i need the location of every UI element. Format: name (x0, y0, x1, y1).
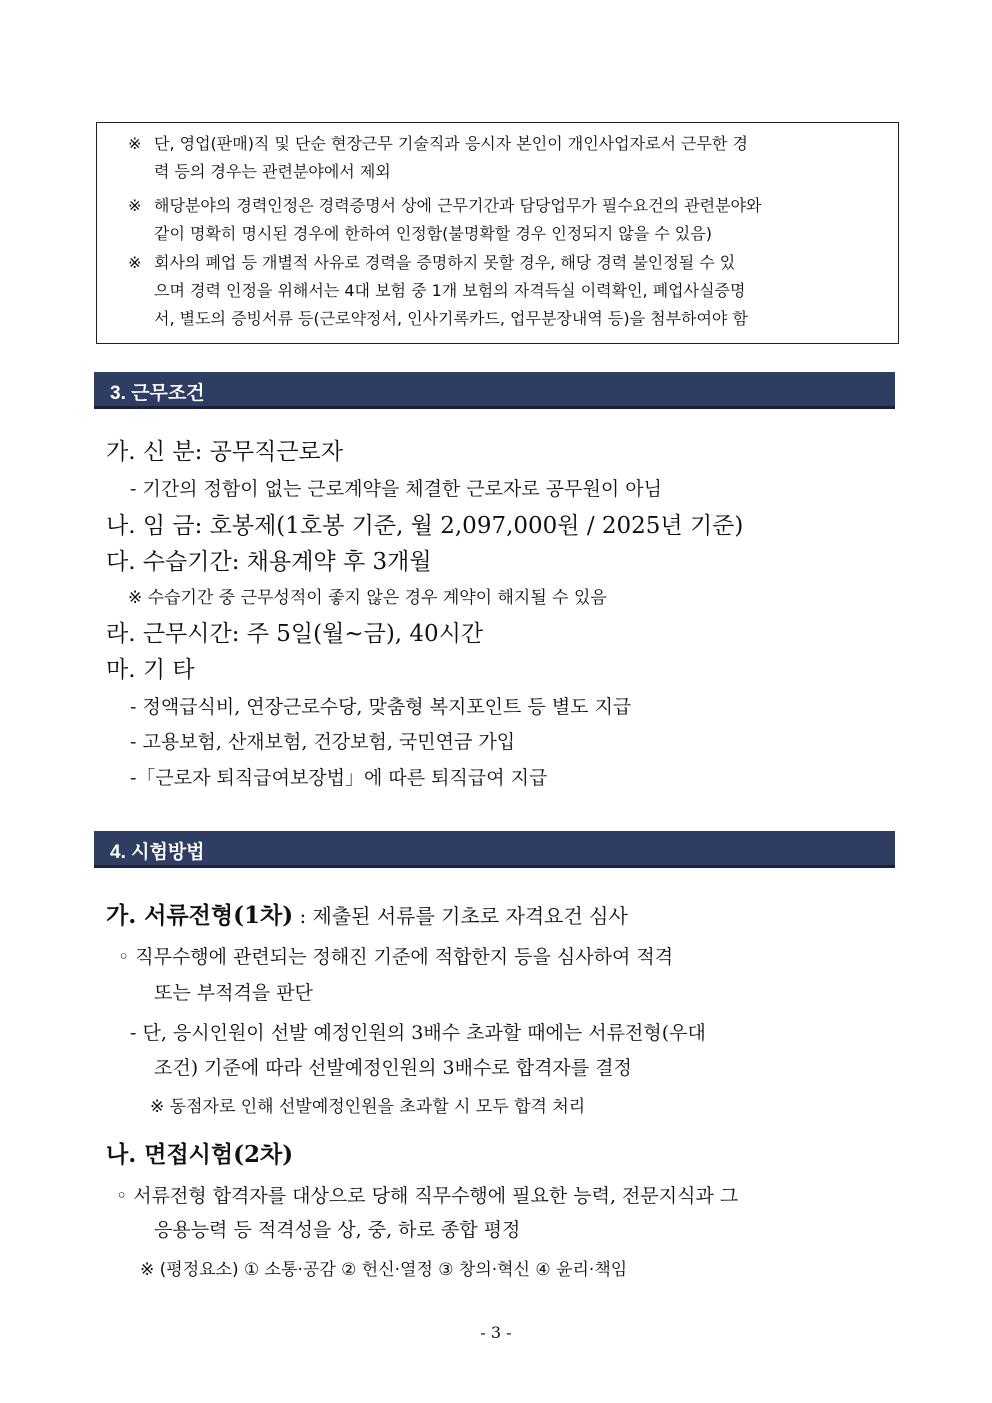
document-screening-bullet-1-line-1: ◦ 직무수행에 관련되는 정해진 기준에 적합한지 등을 심사하여 적격 (118, 946, 674, 968)
section-3-title: 3. 근무조건 (110, 383, 205, 404)
other-conditions: 마. 기 타 (106, 657, 195, 683)
working-hours: 라. 근무시간: 주 5일(월~금), 40시간 (106, 621, 484, 647)
page-number: - 3 - (480, 1323, 512, 1342)
reference-mark: ※ (128, 196, 142, 215)
section-4-title: 4. 시험방법 (110, 842, 205, 863)
tie-note: ※ 동점자로 인해 선발예정인원을 초과할 시 모두 합격 처리 (150, 1097, 586, 1117)
note-2-line-2: 같이 명확히 명시된 경우에 한하여 인정함(불명확할 경우 인정되지 않을 수 있음) (154, 224, 712, 243)
note-3-line-1: ※ 회사의 폐업 등 개별적 사유로 경력을 증명하지 못할 경우, 해당 경력 불인정될 수 있 (128, 250, 735, 276)
section-3-header (94, 372, 895, 409)
note-3-line-2: 으며 경력 인정을 위해서는 4대 보험 중 1개 보험의 자격득실 이력확인, 폐업사실증명 (154, 281, 746, 300)
evaluation-factors-note: ※ (평정요소) ① 소통·공감 ② 헌신·열정 ③ 창의·혁신 ④ 윤리·책임 (140, 1260, 628, 1280)
document-screening: 가. 서류전형(1차) : 제출된 서류를 기초로 자격요건 심사 (106, 902, 628, 929)
interview-bullet-line-1: ◦ 서류전형 합격자를 대상으로 당해 직무수행에 필요한 능력, 전문지식과 그 (116, 1185, 739, 1207)
other-condition-3: -「근로자 퇴직급여보장법」에 따른 퇴직급여 지급 (130, 767, 548, 789)
document-screening-bullet-1-line-2: 또는 부적격을 판단 (154, 982, 313, 1004)
probation-period: 다. 수습기간: 채용계약 후 3개월 (106, 549, 432, 575)
reference-mark: ※ (128, 134, 142, 153)
employment-status: 가. 신 분: 공무직근로자 (106, 439, 343, 465)
document-screening-bullet-2-line-2: 조건) 기준에 따라 선발예정인원의 3배수로 합격자를 결정 (154, 1057, 632, 1079)
note-2-line-1: ※ 해당분야의 경력인정은 경력증명서 상에 근무기간과 담당업무가 필수요건의 관련분야와 (128, 193, 761, 219)
wage: 나. 임 금: 호봉제(1호봉 기준, 월 2,097,000원 / 2025년 기준) (106, 513, 744, 539)
interview-exam: 나. 면접시험(2차) (106, 1141, 294, 1168)
note-1-line-2: 력 등의 경우는 관련분야에서 제외 (154, 162, 391, 181)
interview-bullet-line-2: 응용능력 등 적격성을 상, 중, 하로 종합 평정 (154, 1219, 521, 1241)
probation-note: ※ 수습기간 중 근무성적이 좋지 않은 경우 계약이 해지될 수 있음 (128, 588, 607, 608)
other-condition-2: - 고용보험, 산재보험, 건강보험, 국민연금 가입 (130, 731, 516, 753)
section-4-header (94, 831, 895, 868)
document-screening-bullet-2-line-1: - 단, 응시인원이 선발 예정인원의 3배수 초과할 때에는 서류전형(우대 (130, 1022, 706, 1044)
note-1-line-1: ※ 단, 영업(판매)직 및 단순 현장근무 기술직과 응시자 본인이 개인사업자로서 근무한 경 (128, 131, 748, 157)
employment-status-detail: - 기간의 정함이 없는 근로계약을 체결한 근로자로 공무원이 아님 (130, 478, 662, 500)
other-condition-1: - 정액급식비, 연장근로수당, 맞춤형 복지포인트 등 별도 지급 (130, 696, 632, 718)
note-3-line-3: 서, 별도의 증빙서류 등(근로약정서, 인사기록카드, 업무분장내역 등)을 첨부하여야 함 (154, 309, 748, 328)
reference-mark: ※ (128, 253, 142, 272)
